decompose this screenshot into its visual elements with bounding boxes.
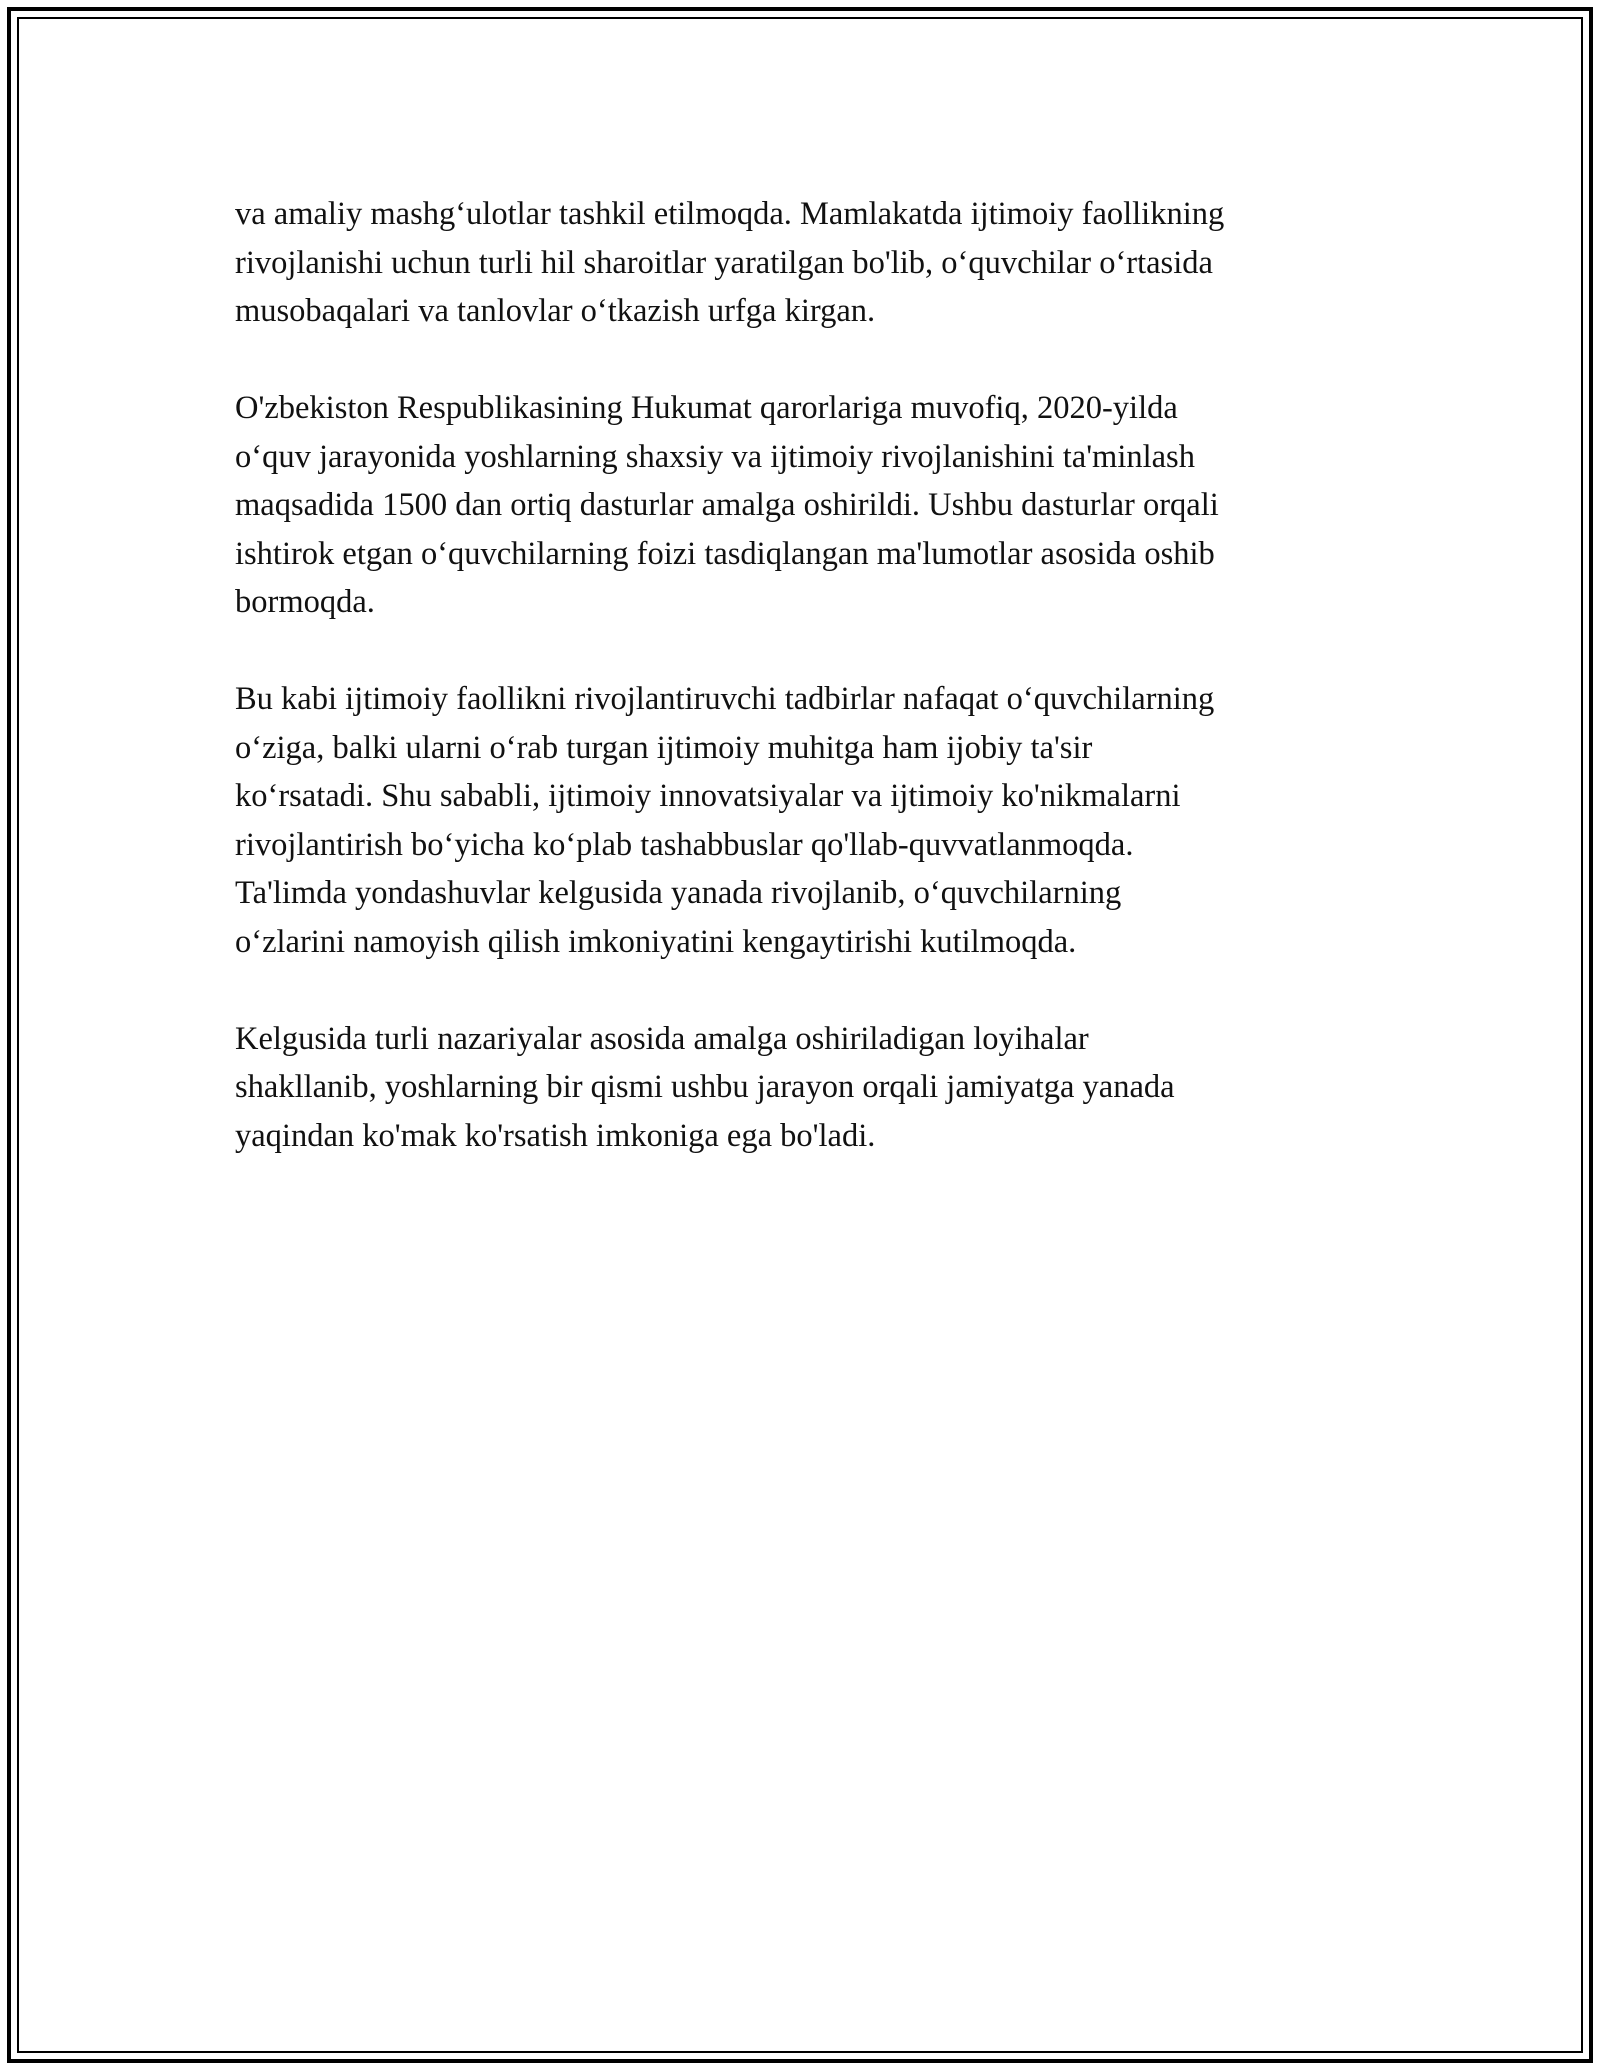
text-line: Bu kabi ijtimoiy faollikni rivojlantiruvchi tadbirlar nafaqat o‘quvchilarning [235,681,1215,717]
text-line: Ta'limda yondashuvlar kelgusida yanada rivojlanib, o‘quvchilarning [235,875,1122,911]
text-line: O'zbekiston Respublikasining Hukumat qarorlariga muvofiq, 2020-yilda [235,390,1178,426]
text-line: rivojlanishi uchun turli hil sharoitlar yaratilgan bo'lib, o‘quvchilar o‘rtasida [235,244,1213,281]
text-line: o‘quv jarayonida yoshlarning shaxsiy va ijtimoiy rivojlanishini ta'minlash [235,438,1195,475]
paragraph-1 [235,190,1375,336]
text-line: ishtirok etgan o‘quvchilarning foizi tasdiqlangan ma'lumotlar asosida oshib [235,535,1215,572]
text-line: va amaliy mashg‘ulotlar tashkil etilmoqda. Mamlakatda ijtimoiy faollikning [235,196,1225,232]
paragraph-4 [235,1015,1375,1161]
paragraph-2 [235,384,1375,627]
text-line: Kelgusida turli nazariyalar asosida amalga oshiriladigan loyihalar [235,1020,1089,1057]
text-line: rivojlantirish bo‘yicha ko‘plab tashabbuslar qo'llab-quvvatlanmoqda. [235,826,1134,863]
text-line: maqsadida 1500 dan ortiq dasturlar amalga oshirildi. Ushbu dasturlar orqali [235,487,1219,523]
text-line: shakllanib, yoshlarning bir qismi ushbu jarayon orqali jamiyatga yanada [235,1069,1175,1105]
text-line: o‘zlarini namoyish qilish imkoniyatini kengaytirishi kutilmoqda. [235,923,1077,960]
text-line: bormoqda. [235,584,375,620]
document-body [235,190,1375,1209]
paragraph-3 [235,675,1375,966]
text-line: musobaqalari va tanlovlar o‘tkazish urfga kirgan. [235,293,876,329]
text-line: yaqindan ko'mak ko'rsatish imkoniga ega bo'ladi. [235,1117,876,1154]
text-line: ko‘rsatadi. Shu sababli, ijtimoiy innovatsiyalar va ijtimoiy ko'nikmalarni [235,778,1181,814]
text-line: o‘ziga, balki ularni o‘rab turgan ijtimoiy muhitga ham ijobiy ta'sir [235,729,1093,766]
